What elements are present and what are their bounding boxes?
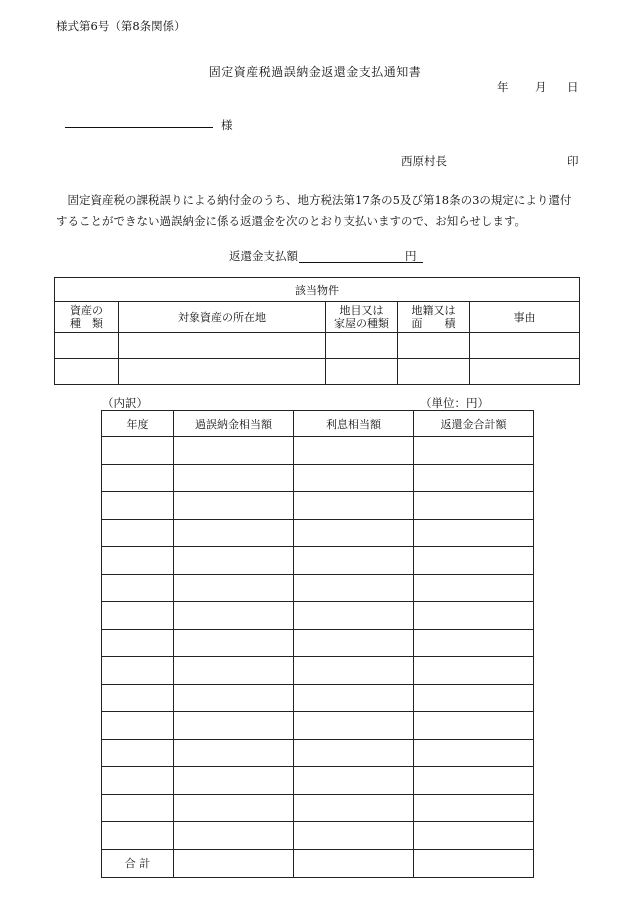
breakdown-cell[interactable] <box>414 657 534 685</box>
breakdown-table-row <box>102 437 534 465</box>
breakdown-cell[interactable] <box>102 437 174 465</box>
property-header-cell <box>326 302 398 333</box>
body-text: 固定資産税の課税誤りによる納付金のうち、地方税法第17条の5及び第18条の3の規定により還付することができない過誤納金に係る返還金を次のとおり支払いますので、お知らせします。 <box>56 193 572 228</box>
property-cell[interactable] <box>55 359 119 385</box>
breakdown-cell[interactable] <box>102 464 174 492</box>
breakdown-cell[interactable] <box>102 712 174 740</box>
breakdown-cell[interactable] <box>102 739 174 767</box>
property-header-line2: 面 積 <box>411 317 456 330</box>
recipient-name-line <box>65 127 213 128</box>
breakdown-table-body <box>102 437 534 878</box>
breakdown-cell[interactable] <box>294 767 414 795</box>
form-label: 様式第6号（第8条関係） <box>56 19 186 33</box>
payment-label: 返還金支払額 <box>229 249 298 263</box>
property-cell[interactable] <box>119 333 326 359</box>
breakdown-total-cell[interactable] <box>414 849 534 877</box>
breakdown-cell[interactable] <box>414 574 534 602</box>
breakdown-cell[interactable] <box>174 519 294 547</box>
breakdown-cell[interactable] <box>294 629 414 657</box>
property-table-row <box>55 359 580 385</box>
property-cell[interactable] <box>55 333 119 359</box>
breakdown-cell[interactable] <box>174 794 294 822</box>
property-header-line1: 地目又は <box>339 304 384 317</box>
property-header-cell <box>119 302 326 333</box>
breakdown-cell[interactable] <box>414 712 534 740</box>
breakdown-table-row <box>102 547 534 575</box>
breakdown-total-cell[interactable] <box>174 849 294 877</box>
property-cell[interactable] <box>470 333 580 359</box>
breakdown-cell[interactable] <box>102 629 174 657</box>
breakdown-table-row <box>102 574 534 602</box>
property-table-body <box>55 333 580 385</box>
breakdown-cell[interactable] <box>414 492 534 520</box>
breakdown-cell[interactable] <box>414 629 534 657</box>
breakdown-cell[interactable] <box>102 492 174 520</box>
property-table-header-row <box>55 302 580 333</box>
date-year-label: 年 <box>497 80 509 94</box>
property-table-row <box>55 333 580 359</box>
issuer-seal: 印 <box>567 154 579 168</box>
property-header-cell <box>398 302 470 333</box>
breakdown-cell[interactable] <box>294 602 414 630</box>
property-header-line1: 事由 <box>513 310 536 324</box>
breakdown-cell[interactable] <box>174 712 294 740</box>
breakdown-header-cell: 年度 <box>102 411 174 437</box>
breakdown-cell[interactable] <box>414 464 534 492</box>
property-table <box>54 277 580 385</box>
breakdown-cell[interactable] <box>174 602 294 630</box>
issuer-name: 西原村長 <box>401 154 447 168</box>
breakdown-cell[interactable] <box>102 684 174 712</box>
breakdown-cell[interactable] <box>174 574 294 602</box>
breakdown-cell[interactable] <box>102 574 174 602</box>
breakdown-cell[interactable] <box>294 437 414 465</box>
breakdown-cell[interactable] <box>174 739 294 767</box>
breakdown-cell[interactable] <box>102 767 174 795</box>
breakdown-table-row <box>102 492 534 520</box>
breakdown-cell[interactable] <box>174 437 294 465</box>
breakdown-cell[interactable] <box>294 492 414 520</box>
breakdown-table-row <box>102 519 534 547</box>
breakdown-table-row <box>102 602 534 630</box>
breakdown-table-header-row <box>102 411 534 437</box>
breakdown-total-row <box>102 849 534 877</box>
breakdown-cell[interactable] <box>102 519 174 547</box>
breakdown-cell[interactable] <box>294 794 414 822</box>
breakdown-header-cell: 返還金合計額 <box>414 411 534 437</box>
property-header-line1: 対象資産の所在地 <box>178 310 266 324</box>
breakdown-table <box>101 410 534 878</box>
breakdown-total-label: 合 計 <box>102 849 174 877</box>
property-header-line2: 家屋の種類 <box>334 317 389 330</box>
breakdown-cell[interactable] <box>414 767 534 795</box>
breakdown-cell[interactable] <box>174 547 294 575</box>
property-cell[interactable] <box>470 359 580 385</box>
recipient-suffix: 様 <box>221 118 233 132</box>
breakdown-table-row <box>102 822 534 850</box>
breakdown-cell[interactable] <box>414 437 534 465</box>
breakdown-cell[interactable] <box>174 464 294 492</box>
breakdown-table-row <box>102 767 534 795</box>
breakdown-cell[interactable] <box>414 547 534 575</box>
breakdown-cell[interactable] <box>294 684 414 712</box>
payment-unit: 円 <box>405 249 417 263</box>
breakdown-table-row <box>102 794 534 822</box>
breakdown-cell[interactable] <box>174 822 294 850</box>
breakdown-cell[interactable] <box>414 684 534 712</box>
breakdown-table-row <box>102 657 534 685</box>
breakdown-cell[interactable] <box>294 657 414 685</box>
property-table-heading: 該当物件 <box>55 278 580 302</box>
property-cell[interactable] <box>326 359 398 385</box>
breakdown-label: （内訳） <box>102 396 148 410</box>
breakdown-cell[interactable] <box>102 657 174 685</box>
breakdown-cell[interactable] <box>294 519 414 547</box>
breakdown-table-row <box>102 684 534 712</box>
property-header-line2: 種 類 <box>70 317 103 330</box>
property-cell[interactable] <box>326 333 398 359</box>
breakdown-cell[interactable] <box>174 657 294 685</box>
property-header-line1: 資産の <box>70 304 103 317</box>
breakdown-cell[interactable] <box>102 794 174 822</box>
breakdown-cell[interactable] <box>414 739 534 767</box>
breakdown-cell[interactable] <box>102 822 174 850</box>
breakdown-cell[interactable] <box>174 684 294 712</box>
breakdown-total-cell[interactable] <box>294 849 414 877</box>
property-header-line1: 地籍又は <box>411 304 456 317</box>
breakdown-header-cell: 過誤納金相当額 <box>174 411 294 437</box>
breakdown-cell[interactable] <box>174 767 294 795</box>
breakdown-cell[interactable] <box>414 602 534 630</box>
breakdown-unit-label: （単位：円） <box>420 396 489 410</box>
breakdown-cell[interactable] <box>174 492 294 520</box>
breakdown-cell[interactable] <box>294 464 414 492</box>
breakdown-cell[interactable] <box>174 629 294 657</box>
breakdown-cell[interactable] <box>414 794 534 822</box>
breakdown-table-row <box>102 712 534 740</box>
property-cell[interactable] <box>398 333 470 359</box>
breakdown-header-cell: 利息相当額 <box>294 411 414 437</box>
date-day-label: 日 <box>567 80 579 94</box>
breakdown-cell[interactable] <box>294 822 414 850</box>
property-cell[interactable] <box>398 359 470 385</box>
breakdown-cell[interactable] <box>294 574 414 602</box>
property-cell[interactable] <box>119 359 326 385</box>
breakdown-cell[interactable] <box>102 547 174 575</box>
breakdown-table-row <box>102 629 534 657</box>
breakdown-cell[interactable] <box>414 822 534 850</box>
breakdown-cell[interactable] <box>102 602 174 630</box>
breakdown-table-row <box>102 464 534 492</box>
breakdown-cell[interactable] <box>294 547 414 575</box>
property-header-cell <box>470 302 580 333</box>
property-header-cell <box>55 302 119 333</box>
date-month-label: 月 <box>535 80 547 94</box>
breakdown-cell[interactable] <box>294 739 414 767</box>
breakdown-cell[interactable] <box>414 519 534 547</box>
page-title: 固定資産税過誤納金返還金支払通知書 <box>208 65 422 79</box>
breakdown-table-row <box>102 739 534 767</box>
breakdown-cell[interactable] <box>294 712 414 740</box>
